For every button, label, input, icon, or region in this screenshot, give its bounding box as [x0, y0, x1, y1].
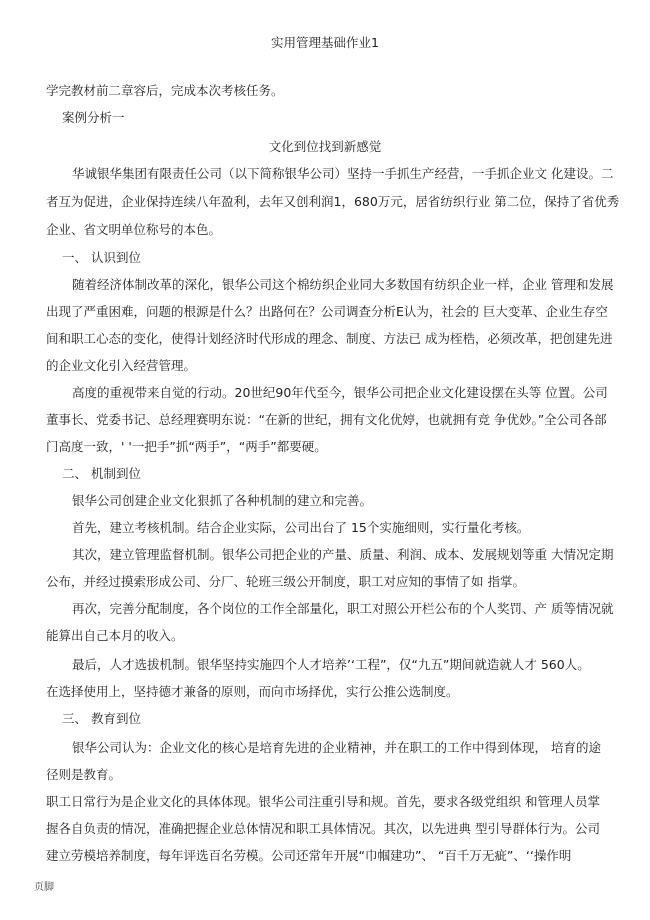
text-line: 银华公司创建企业文化狠抓了各种机制的建立和完善。 [72, 493, 373, 508]
text-line: 最后，人才选拔机制。银华坚持实施四个人才培养’‘工程”，仅“九五”期间就造就人才 560人。 [72, 657, 590, 672]
text-line: 随着经济体制改革的深化，银华公司这个棉纺织企业同大多数国有纺织企业一样，企业 管理和发展 [72, 277, 614, 292]
text-line: 出现了严重困难，问题的根源是什么？出路何在？公司调查分析E认为，社会的 巨大变革、企业生存空 [46, 304, 608, 319]
text-line: 再次，完善分配制度，各个岗位的工作全部量化，职工对照公开栏公布的个人奖罚、产 质等情况就 [72, 601, 614, 616]
section-heading: 一、 认识到位 [62, 250, 141, 265]
intro-line: 学完教材前二章容后，完成本次考核任务。 [46, 83, 284, 98]
text-line: 在选择使用上，坚持德才兼备的原则，而向市场择优，实行公推公选制度。 [46, 684, 459, 699]
text-line: 握各自负责的情况，准确把握企业总体情况和职工具体情况。其次，以先进典 型引导群体行为。公司 [46, 821, 600, 836]
text-line: 能算出自己本月的收入。 [46, 628, 184, 643]
text-line: 公布，并经过摸索形成公司、分厂、轮班三级公开制度，职工对应知的事情了如 指掌。 [46, 574, 525, 589]
text-line: 职工日常行为是企业文化的具体体现。银华公司注重引导和规。首先，要求各级党组织 和管理人员掌 [46, 794, 600, 809]
text-line: 银华公司认为：企业文化的核心是培育先进的企业精神，并在职工的工作中得到体现， 培育的途 [72, 740, 601, 755]
case-label: 案例分析一 [62, 110, 125, 125]
text-line: 董事长、党委书记、总经理赛明东说：“在新的世纪，拥有文化优婷，也就拥有竞 争优妙。”全公司各部 [46, 412, 607, 427]
page-footer: 页脚 [34, 882, 54, 893]
text-line: 其次，建立管理监督机制。银华公司把企业的产量、质量、利润、成本、发展规划等重 大情况定期 [72, 547, 614, 562]
section-heading: 二、 机制到位 [62, 466, 141, 481]
text-line: 高度的重视带来自觉的行动。20世纪90年代至今，银华公司把企业文化建设摆在头等 位置。公司 [72, 385, 608, 400]
section-heading: 三、 教育到位 [62, 711, 141, 726]
text-line: 企业、省文明单位称号的本色。 [46, 222, 222, 237]
text-line: 径则是教育。 [46, 767, 122, 782]
text-line: 者互为促进，企业保持连续八年盈利，去年又创利润1，680万元，居省纺织行业 第二位，保持了省优秀 [46, 194, 620, 209]
document-title: 实用管理基础作业1 [271, 35, 379, 50]
text-line: 门高度一致，' '一把手”抓“两手”，“两手”都要硬。 [46, 439, 327, 454]
text-line: 间和职工心态的变化，使得计划经济时代形成的理念、制度、方法已 成为桎梏，必须改革，把创建先进 [46, 331, 613, 346]
text-line: 首先，建立考核机制。结合企业实际，公司出台了 15个实施细则，实行量化考核。 [72, 520, 530, 535]
text-line: 的企业文化引入经营管理。 [46, 358, 197, 373]
text-line: 建立劳模培养制度，每年评选百名劳模。公司还常年开展“巾帼建功”、 “百千万无疵”、‘‘操作明 [46, 848, 572, 863]
text-line: 华诚银华集团有限责任公司（以下简称银华公司）坚持一手抓生产经营，一手抓企业文 化建设。二 [72, 166, 614, 181]
case-title: 文化到位找到新感觉 [268, 139, 382, 154]
